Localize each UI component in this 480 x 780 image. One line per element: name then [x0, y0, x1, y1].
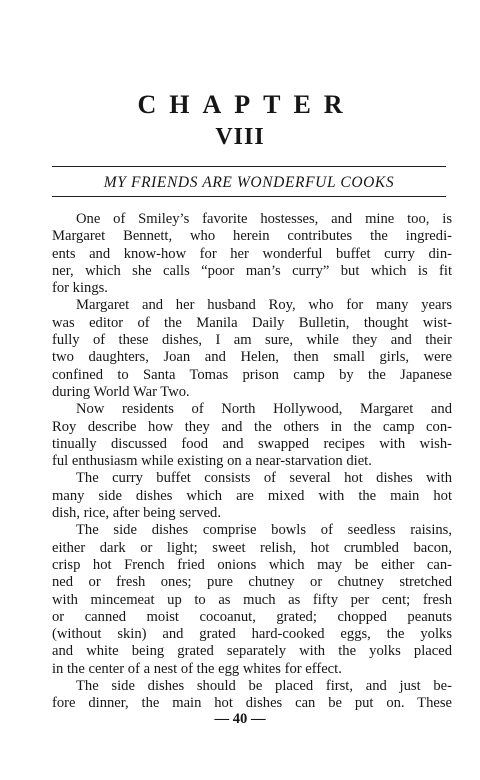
text-line: Margaret Bennett, who herein contributes the ingredi- — [52, 228, 452, 245]
text-line: was editor of the Manila Daily Bulletin, thought wist- — [52, 314, 452, 331]
text-line: for kings. — [52, 280, 108, 297]
text-line: or canned moist cocoanut, grated; chopped peanuts — [52, 608, 452, 625]
text-line: dish, rice, after being served. — [52, 505, 221, 522]
text-line: The curry buffet consists of several hot dishes with — [76, 470, 452, 487]
text-line: fully of these dishes, I am sure, while they and their — [52, 332, 452, 349]
text-line: Now residents of North Hollywood, Margaret and — [76, 401, 452, 418]
text-line: during World War Two. — [52, 383, 190, 400]
text-line: Margaret and her husband Roy, who for many years — [76, 297, 452, 314]
chapter-label: CHAPTER — [137, 90, 356, 119]
page-number: — 40 — — [214, 711, 266, 727]
text-line: either dark or light; sweet relish, hot crumbled bacon, — [52, 539, 452, 556]
text-line: in the center of a nest of the egg whites for effect. — [52, 660, 342, 677]
text-line: ful enthusiasm while existing on a near-starvation diet. — [52, 453, 372, 470]
text-line: and white being grated separately with the yolks placed — [52, 643, 452, 660]
chapter-number: VIII — [215, 124, 265, 150]
title-rule-top — [52, 166, 446, 167]
text-line: The side dishes comprise bowls of seedless raisins, — [76, 522, 452, 539]
text-line: ents and know-how for her wonderful buffet curry din- — [52, 245, 452, 262]
text-line: ner, which she calls “poor man’s curry” but which is fit — [52, 262, 452, 279]
text-line: The side dishes should be placed first, and just be- — [76, 678, 452, 695]
text-line: tinually discussed food and swapped recipes with wish- — [52, 435, 452, 452]
text-line: Roy describe how they and the others in the camp con- — [52, 418, 452, 435]
body-text — [52, 211, 452, 713]
text-line: crisp hot French fried onions which may be either can- — [52, 556, 452, 573]
text-line: with mincemeat up to as much as fifty per cent; fresh — [52, 591, 452, 608]
text-line: fore dinner, the main hot dishes can be put on. These — [52, 695, 452, 712]
chapter-title: MY FRIENDS ARE WONDERFUL COOKS — [103, 174, 395, 191]
text-line: ned or fresh ones; pure chutney or chutney stretched — [52, 574, 452, 591]
text-line: confined to Santa Tomas prison camp by the Japanese — [52, 366, 452, 383]
text-line: many side dishes which are mixed with the main hot — [52, 487, 452, 504]
text-line: One of Smiley’s favorite hostesses, and mine too, is — [76, 211, 452, 227]
text-line: two daughters, Joan and Helen, then small girls, were — [52, 349, 452, 366]
title-rule-bottom — [52, 196, 446, 197]
text-line: (without skin) and grated hard-cooked eggs, the yolks — [52, 626, 452, 643]
